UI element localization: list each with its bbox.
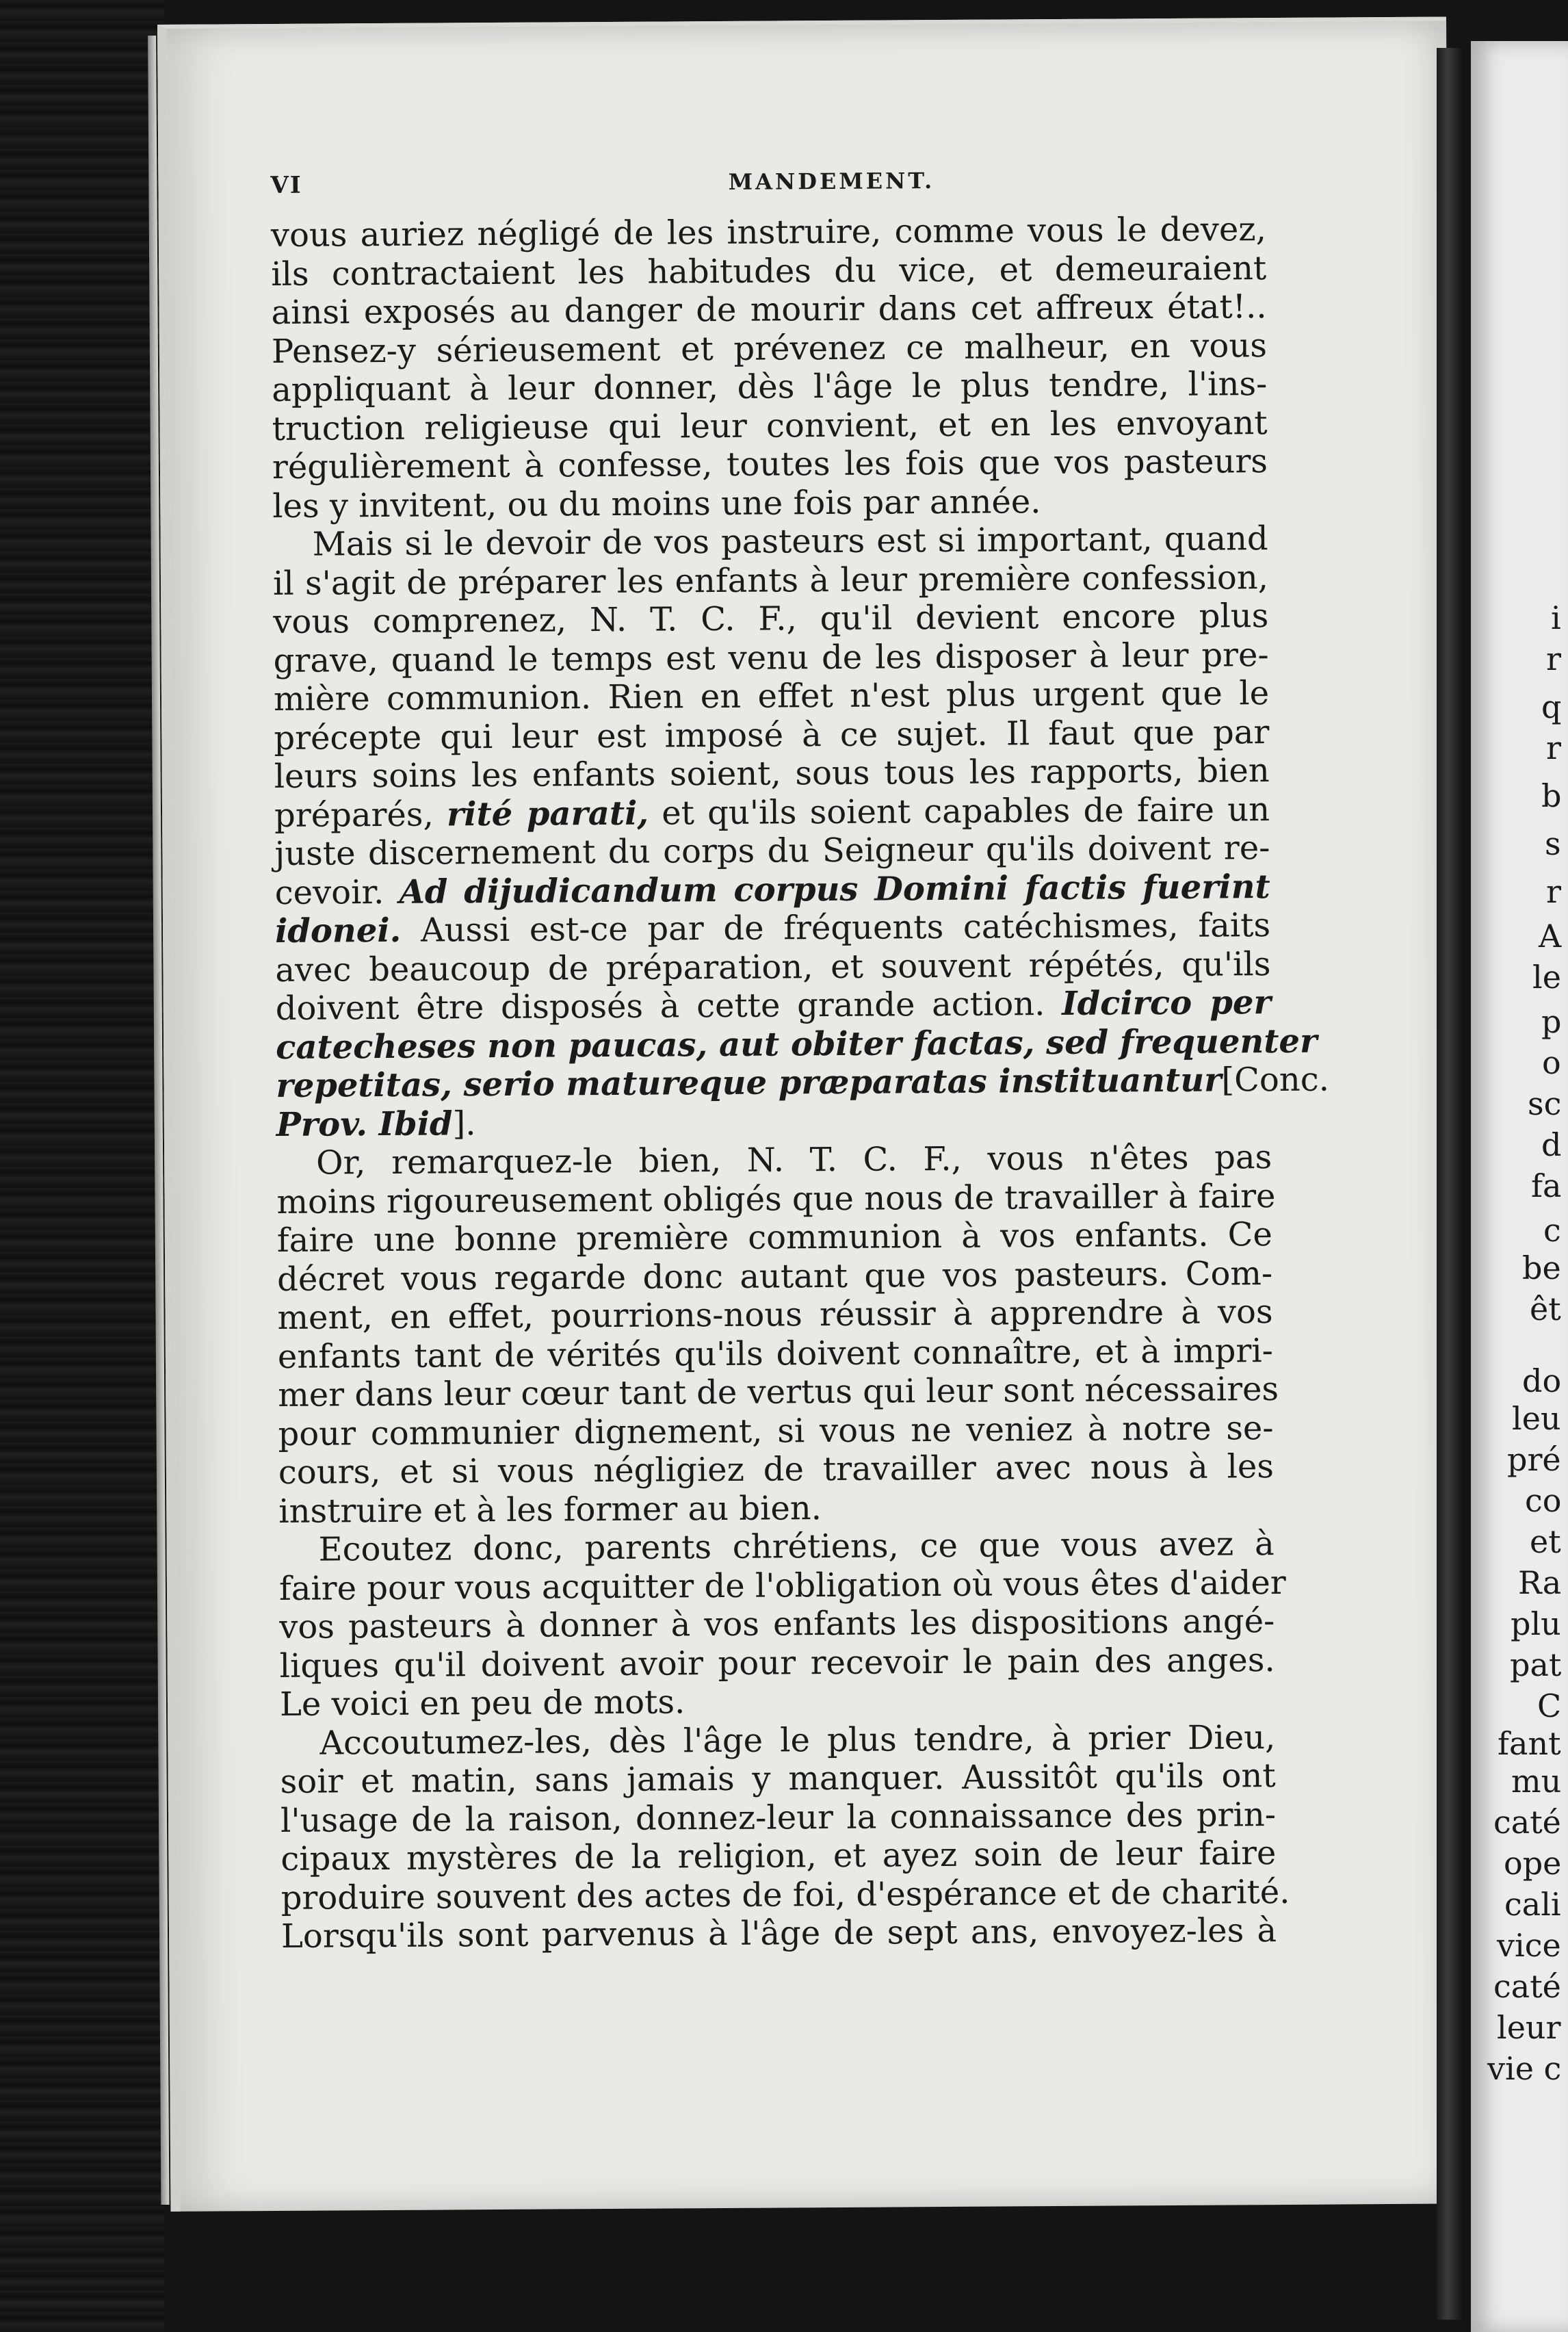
text-line	[274, 790, 1270, 835]
running-title: MANDEMENT.	[728, 168, 935, 195]
text-line: vous auriez négligé de les instruire, comme vous le devez,	[270, 210, 1267, 255]
text-line: enfants tant de vérités qu'ils doivent connaître, et à impri-	[277, 1331, 1274, 1376]
citation-close: ].	[452, 1104, 476, 1143]
text-line: précepte qui leur est imposé à ce sujet. Il faut que par	[274, 712, 1270, 757]
facing-page-text: vice	[1497, 1927, 1561, 1964]
text-line: leurs soins les enfants soient, sous tous les rapports, bien	[274, 751, 1270, 796]
facing-page-text: et	[1530, 1523, 1561, 1560]
left-page	[157, 16, 1459, 2211]
text-line: Le voici en peu de mots.	[279, 1683, 685, 1724]
text-run: Aussi est-ce par de fréquents catéchismes, faits	[420, 906, 1271, 950]
facing-page-text: leur	[1497, 2009, 1561, 2046]
page-number: VI	[270, 171, 302, 199]
text-line: vous comprenez, N. T. C. F., qu'il devient encore plus	[273, 597, 1269, 641]
facing-page-text: ope	[1504, 1845, 1562, 1882]
text-line: cipaux mystères de la religion, et ayez soin de leur faire	[280, 1834, 1277, 1878]
facing-page-text: do	[1522, 1362, 1562, 1399]
text-run: et qu'ils soient capables de faire un	[662, 790, 1270, 833]
text-line: appliquant à leur donner, dès l'âge le plus tendre, l'ins-	[272, 365, 1268, 409]
text-line: Pensez-y sérieusement et prévenez ce malheur, en vous	[271, 326, 1268, 371]
facing-page-text: r	[1546, 873, 1561, 910]
text-line	[276, 983, 1271, 1028]
facing-page-text: be	[1522, 1249, 1561, 1286]
text-line: Ecoutez donc, parents chrétiens, ce que vous avez à	[318, 1525, 1275, 1569]
facing-page-text: b	[1541, 777, 1562, 814]
text-line: moins rigoureusement obligés que nous de travailler à faire	[276, 1176, 1276, 1221]
text-line: truction religieuse qui leur convient, et en les envoyant	[272, 403, 1268, 448]
text-line: faire pour vous acquitter de l'obligation où vous êtes d'aider	[278, 1563, 1286, 1608]
facing-page-text: sc	[1528, 1085, 1562, 1122]
facing-page-text: p	[1541, 1003, 1562, 1040]
facing-page-text: i	[1551, 599, 1561, 636]
text-line: régulièrement à confesse, toutes les fois que vos pasteurs	[272, 442, 1268, 487]
latin-quote: repetitas, serio matureque præparatas instituantur	[276, 1061, 1222, 1105]
text-line: ainsi exposés au danger de mourir dans cet affreux état!..	[271, 287, 1267, 332]
facing-page-text: o	[1542, 1044, 1561, 1081]
facing-page-text: q	[1541, 688, 1562, 725]
page-header	[270, 165, 1392, 213]
facing-page-text: plu	[1511, 1605, 1561, 1642]
text-line: Accoutumez-les, dès l'âge le plus tendre, à prier Dieu,	[319, 1718, 1276, 1763]
facing-page-text: pré	[1507, 1441, 1561, 1478]
facing-page-text: pat	[1510, 1646, 1562, 1683]
text-line: pour communier dignement, si vous ne veniez à notre se-	[278, 1408, 1274, 1453]
text-line: mer dans leur cœur tant de vertus qui leur sont nécessaires	[278, 1370, 1279, 1414]
text-line: liques qu'il doivent avoir pour recevoir le pain des anges.	[279, 1640, 1275, 1685]
text-line: juste discernement du corps du Seigneur qu'ils doivent re-	[274, 829, 1270, 873]
facing-page-text: co	[1525, 1482, 1562, 1519]
facing-page-text: caté	[1493, 1804, 1561, 1841]
text-run: cevoir.	[274, 872, 384, 912]
text-line: Lorsqu'ils sont parvenus à l'âge de sept ans, envoyez-les à	[280, 1911, 1277, 1956]
text-line: l'usage de la raison, donnez-leur la connaissance des prin-	[280, 1795, 1277, 1840]
text-line	[276, 1060, 1330, 1105]
text-line: avec beaucoup de préparation, et souvent répétés, qu'ils	[275, 944, 1271, 989]
book-gutter	[1437, 48, 1464, 2320]
text-line: les y invitent, ou du moins une fois par année.	[272, 482, 1041, 526]
facing-page-text: Ra	[1518, 1564, 1562, 1601]
facing-page-text: fa	[1531, 1167, 1562, 1204]
text-line: décret vous regarde donc autant que vos pasteurs. Com-	[277, 1254, 1273, 1299]
facing-page-text: d	[1541, 1126, 1562, 1163]
facing-page-text: vie c	[1487, 2050, 1562, 2087]
facing-page-text: mu	[1511, 1763, 1562, 1800]
text-line: Mais si le devoir de vos pasteurs est si important, quand	[312, 519, 1268, 564]
text-line: ment, en effet, pourrions-nous réussir à apprendre à vos	[277, 1293, 1273, 1337]
text-line: produire souvent des actes de foi, d'espérance et de charité.	[280, 1872, 1290, 1917]
text-line: il s'agit de préparer les enfants à leur première confession,	[272, 558, 1269, 603]
latin-quote: idonei.	[274, 911, 402, 950]
latin-quote: Ad dijudicandum corpus Domini factis fuerint	[399, 867, 1270, 911]
text-line: cours, et si vous négligiez de travailler avec nous à les	[278, 1447, 1275, 1492]
text-line: instruire et à les former au bien.	[278, 1488, 822, 1531]
facing-page-text: s	[1545, 825, 1561, 862]
text-line	[275, 906, 1270, 950]
facing-page-text: êt	[1530, 1291, 1561, 1327]
text-line: soir et matin, sans jamais y manquer. Aussitôt qu'ils ont	[280, 1757, 1276, 1801]
text-line	[275, 868, 1270, 912]
facing-page-text: fant	[1498, 1725, 1561, 1762]
latin-phrase: rité parati,	[446, 794, 649, 833]
scan-background	[0, 0, 164, 2332]
text-line: ils contractaient les habitudes du vice, et demeuraient	[271, 248, 1267, 294]
facing-page-text: r	[1546, 729, 1561, 766]
text-line: Or, remarquez-le bien, N. T. C. F., vous n'êtes pas	[315, 1138, 1272, 1182]
text-line: mière communion. Rien en effet n'est plus urgent que le	[273, 674, 1270, 718]
text-line	[276, 1100, 1272, 1144]
latin-quote-line: catecheses non paucas, aut obiter factas, sed frequenter	[275, 1022, 1318, 1067]
facing-page-text: A	[1539, 918, 1562, 955]
facing-page-text: r	[1546, 640, 1561, 677]
facing-page-text: cali	[1504, 1886, 1561, 1923]
facing-page-text: c	[1543, 1212, 1561, 1249]
facing-page-text: le	[1532, 959, 1561, 996]
text-line: faire une bonne première communion à vos enfants. Ce	[276, 1215, 1273, 1260]
facing-page-text: caté	[1493, 1968, 1561, 2005]
facing-page-text: leu	[1512, 1400, 1561, 1437]
citation: Prov. Ibid	[276, 1104, 453, 1144]
latin-quote: Idcirco per	[1062, 983, 1271, 1023]
facing-page-text: C	[1537, 1687, 1562, 1724]
page-body	[270, 210, 1330, 1956]
text-run: préparés,	[274, 795, 434, 835]
text-line: vos pasteurs à donner à vos enfants les dispositions angé-	[279, 1602, 1275, 1646]
citation: [Conc.	[1221, 1060, 1330, 1100]
text-run: doivent être disposés à cette grande action.	[275, 985, 1045, 1028]
text-line: grave, quand le temps est venu de les disposer à leur pre-	[273, 635, 1269, 680]
facing-page-fragment	[1471, 41, 1568, 2332]
